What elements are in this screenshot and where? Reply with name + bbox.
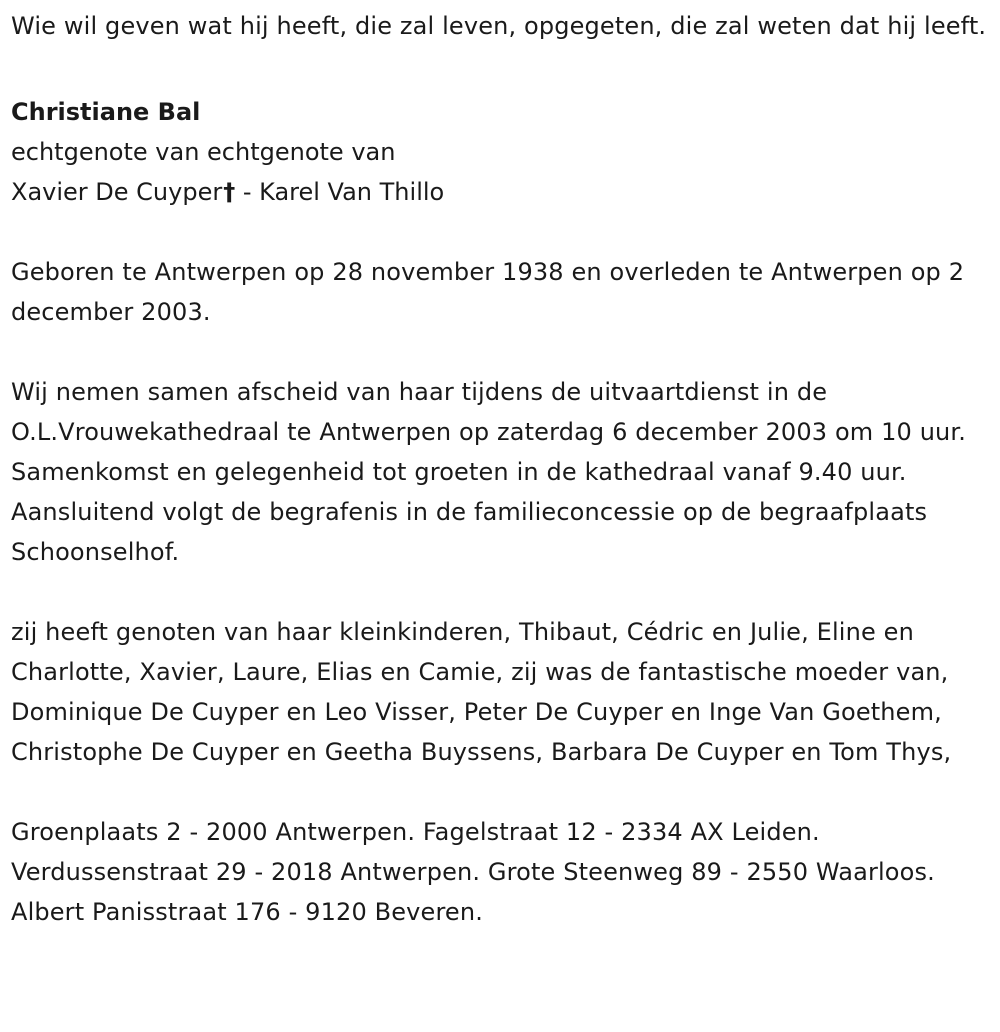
funeral-service-paragraph: Wij nemen samen afscheid van haar tijdens de uitvaartdienst in de O.L.Vrouwekathedraal te Antwerpen op zaterdag 6 december 2003 om 10 uur. Samenkomst en gelegenheid tot groeten in de kathedraal vanaf 9.40 uur. Aansluitend volgt de begrafenis in de familieconcessie op de begraafplaats Schoonselhof. [11,378,967,566]
relation-line: echtgenote van echtgenote van [11,138,396,166]
family-paragraph: zij heeft genoten van haar kleinkinderen, Thibaut, Cédric en Julie, Eline en Charlotte, Xavier, Laure, Elias en Camie, zij was de fantastische moeder van, Dominique De Cuyper en Leo Visser, Peter De Cuyper en Inge Van Goethem, Christophe De Cuyper en Geetha Buyssens, Barbara De Cuyper en Tom Thys, [11,618,952,766]
spacer [11,46,993,86]
birth-death-paragraph: Geboren te Antwerpen op 28 november 1938 en overleden te Antwerpen op 2 december 2003. [11,258,965,326]
addresses-paragraph: Groenplaats 2 - 2000 Antwerpen. Fagelstraat 12 - 2334 AX Leiden. Verdussenstraat 29 - 2018 Antwerpen. Grote Steenweg 89 - 2550 Waarloos. Albert Panisstraat 176 - 9120 Beveren. [11,818,935,926]
opening-quote: Wie wil geven wat hij heeft, die zal leven, opgegeten, die zal weten dat hij leeft. [11,12,987,40]
spacer [11,772,993,812]
cross-icon: † [223,178,236,206]
spacer [11,572,993,612]
spouse-second: - Karel Van Thillo [235,178,445,206]
spouses-line [11,172,993,212]
spouse-first: Xavier De Cuyper [11,178,223,206]
obituary-text [11,6,993,932]
spacer [11,332,993,372]
spacer [11,212,993,252]
deceased-name: Christiane Bal [11,98,201,126]
